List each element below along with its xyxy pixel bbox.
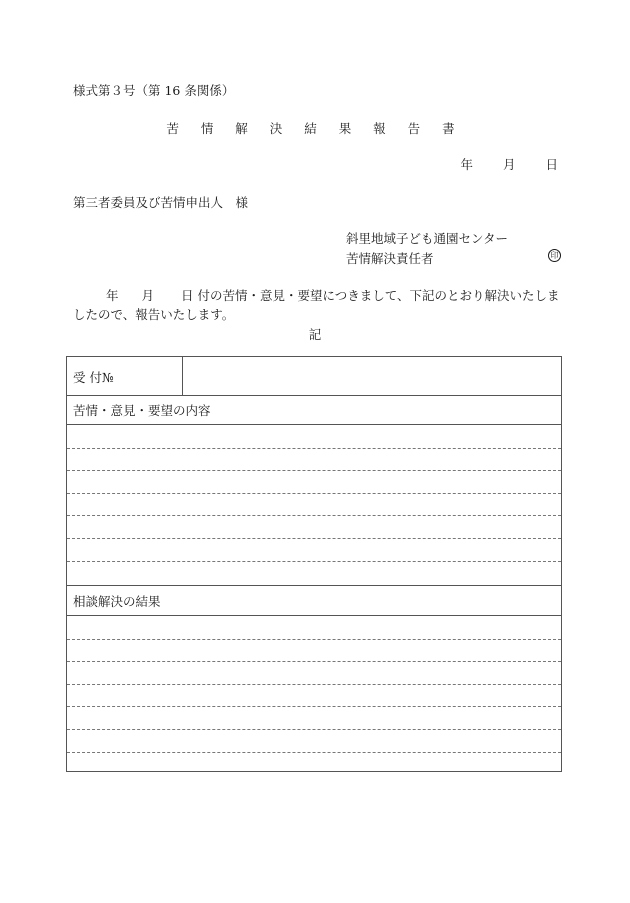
date-year-label: 年 bbox=[460, 157, 473, 172]
writing-line[interactable] bbox=[67, 707, 561, 730]
sender-block bbox=[346, 229, 561, 269]
date-day-label: 日 bbox=[545, 157, 558, 172]
report-table bbox=[66, 356, 562, 772]
report-body bbox=[73, 286, 563, 324]
writing-line[interactable] bbox=[67, 539, 561, 562]
body-year-label: 年 bbox=[106, 288, 119, 303]
writing-line[interactable] bbox=[67, 516, 561, 539]
sender-role: 苦情解決責任者 bbox=[346, 251, 434, 266]
receipt-number-label: 受 付№ bbox=[67, 357, 183, 395]
date-month-label: 月 bbox=[502, 157, 516, 172]
body-month-label: 月 bbox=[141, 288, 155, 303]
complaint-content-lines[interactable] bbox=[67, 426, 561, 584]
body-day-label: 日 bbox=[181, 288, 194, 303]
seal-mark: 印 bbox=[548, 249, 561, 262]
resolution-result-heading: 相談解決の結果 bbox=[67, 586, 561, 616]
date-line bbox=[460, 155, 558, 173]
document-title: 苦 情 解 決 結 果 報 告 書 bbox=[166, 121, 464, 136]
writing-line[interactable] bbox=[67, 449, 561, 472]
writing-line[interactable] bbox=[67, 471, 561, 494]
body-text: 付の苦情・意見・要望につきまして、下記のとおり解決いたしましたので、報告いたします。 bbox=[73, 288, 560, 322]
resolution-result-lines[interactable] bbox=[67, 617, 561, 775]
writing-line[interactable] bbox=[67, 617, 561, 640]
writing-line[interactable] bbox=[67, 562, 561, 585]
receipt-number-field[interactable] bbox=[184, 357, 561, 395]
writing-line[interactable] bbox=[67, 426, 561, 449]
writing-line[interactable] bbox=[67, 685, 561, 708]
ki-heading: 記 bbox=[308, 327, 322, 342]
sender-organization: 斜里地域子ども通園センター bbox=[346, 231, 509, 246]
writing-line[interactable] bbox=[67, 753, 561, 776]
form-number: 様式第３号（第 16 条関係） bbox=[73, 83, 235, 98]
writing-line[interactable] bbox=[67, 640, 561, 663]
writing-line[interactable] bbox=[67, 494, 561, 517]
complaint-content-heading: 苦情・意見・要望の内容 bbox=[67, 395, 561, 425]
addressee: 第三者委員及び苦情申出人 様 bbox=[73, 195, 249, 210]
writing-line[interactable] bbox=[67, 662, 561, 685]
receipt-row bbox=[67, 357, 561, 396]
writing-line[interactable] bbox=[67, 730, 561, 753]
